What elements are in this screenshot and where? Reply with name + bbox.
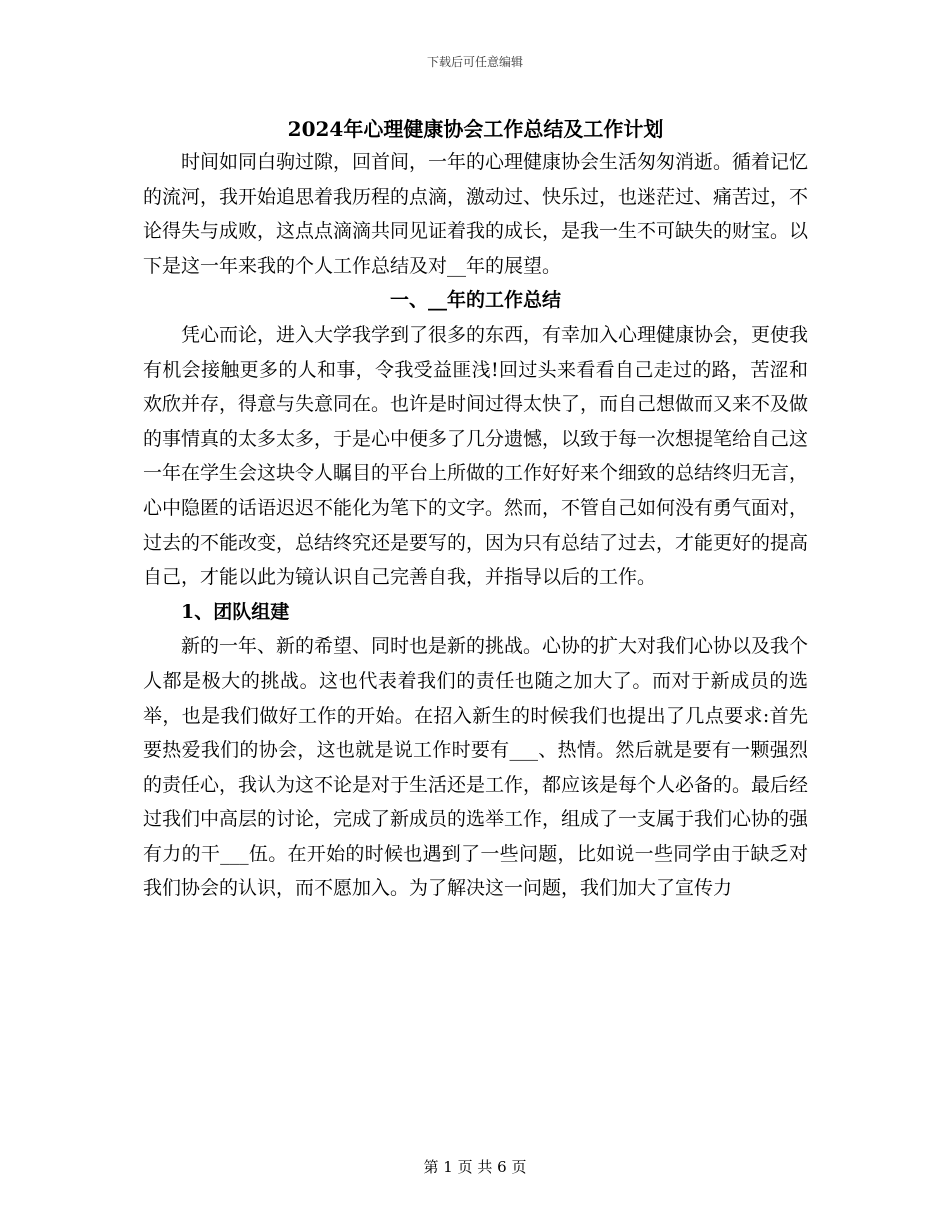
section-paragraph: 凭心而论，进入大学我学到了很多的东西，有幸加入心理健康协会，更使我有机会接触更多的人和事，令我受益匪浅!回过头来看看自己走过的路，苦涩和欢欣并存，得意与失意同在。也许是时间过得太快了，而自己想做而又来不及做的事情真的太多太多，于是心中便多了几分遗憾，以致于每一次想提笔给自己这一年在学生会这块令人瞩目的平台上所做的工作好好来个细致的总结终归无言，心中隐匿的话语迟迟不能化为笔下的文字。然而，不管自己如何没有勇气面对，过去的不能改变，总结终究还是要写的，因为只有总结了过去，才能更好的提高自己，才能以此为镜认识自己完善自我，并指导以后的工作。 [143,323,809,589]
document-body [143,113,808,906]
subsection-paragraph: 新的一年、新的希望、同时也是新的挑战。心协的扩大对我们心协以及我个人都是极大的挑战。这也代表着我们的责任也随之加大了。而对于新成员的选举，也是我们做好工作的开始。在招入新生的时候我们也提出了几点要求:首先要热爱我们的协会，这也就是说工作时要有___、热情。然后就是要有一颗强烈的责任心，我认为这不论是对于生活还是工作，都应该是每个人必备的。最后经过我们中高层的讨论，完成了新成员的选举工作，组成了一支属于我们心协的强有力的干___伍。在开始的时候也遇到了一些问题，比如说一些同学由于缺乏对我们协会的认识，而不愿加入。为了解决这一问题，我们加大了宣传力 [143,635,809,900]
header-note: 下载后可任意编辑 [426,55,523,69]
page-number: 第 1 页 共 6 页 [423,1158,527,1176]
subsection-heading: 1、团队组建 [181,600,290,623]
document-title: 2024年心理健康协会工作总结及工作计划 [287,117,664,141]
intro-paragraph: 时间如同白驹过隙，回首间，一年的心理健康协会生活匆匆消逝。循着记忆的流河，我开始追思着我历程的点滴，激动过、快乐过，也迷茫过、痛苦过，不论得失与成败，这点点滴滴共同见证着我的成长，是我一生不可缺失的财宝。以下是这一年来我的个人工作总结及对__年的展望。 [143,151,809,277]
section-heading: 一、__年的工作总结 [389,289,561,312]
